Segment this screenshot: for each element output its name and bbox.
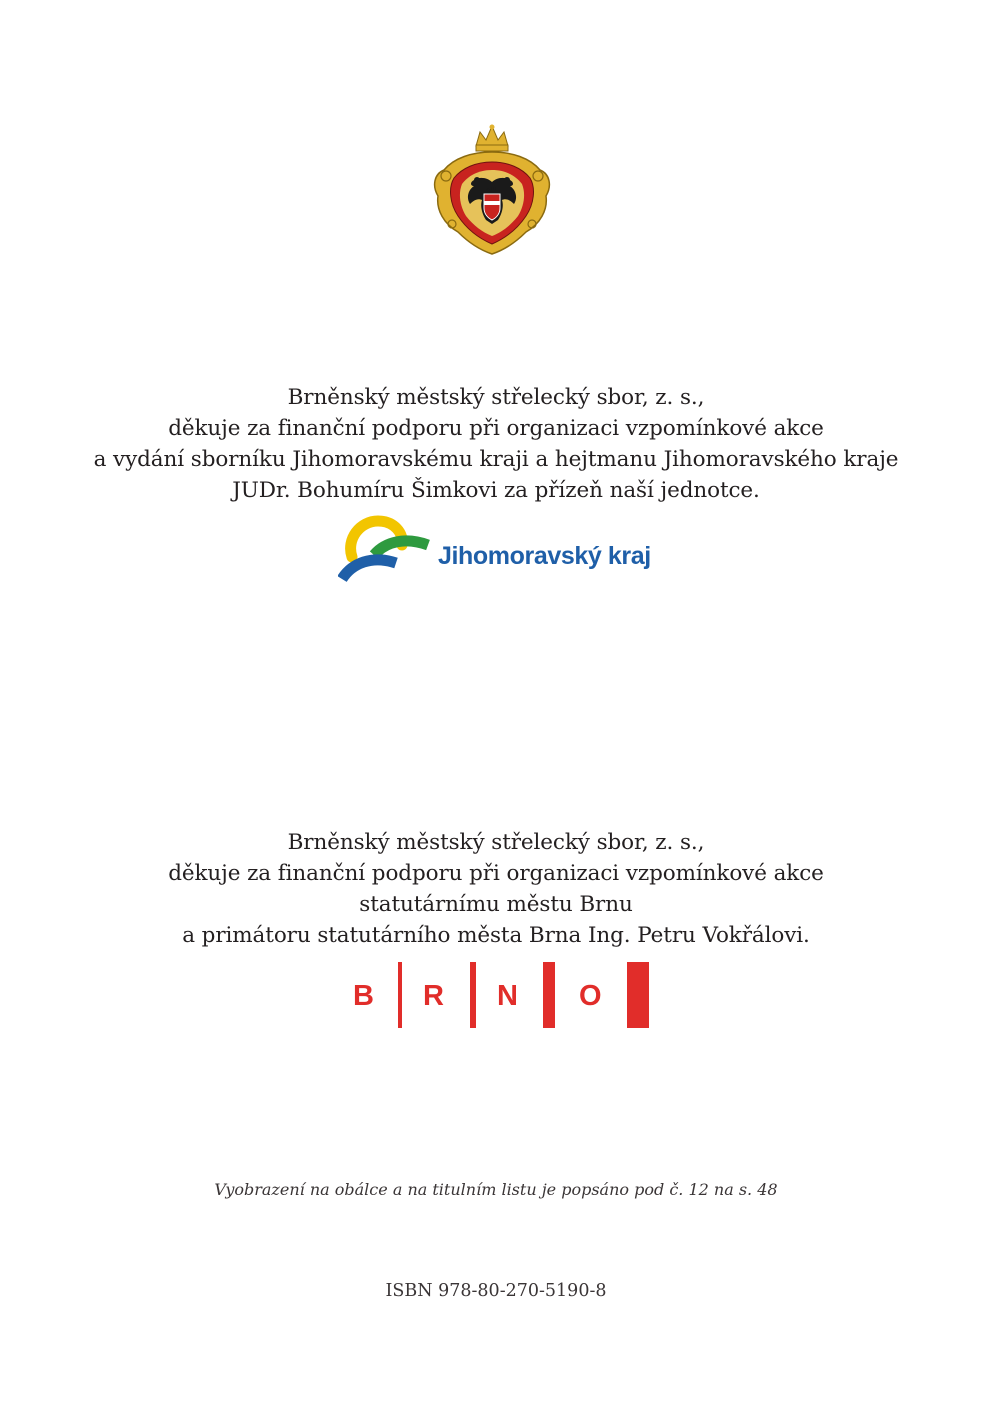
- acknowledgement-line: děkuje za finanční podporu při organizaci vzpomínkové akce: [168, 861, 824, 886]
- acknowledgement-region: [0, 382, 992, 506]
- acknowledgement-line: a primátoru statutárního města Brna Ing. Petru Vokřálovi.: [182, 923, 810, 948]
- acknowledgement-line: Brněnský městský střelecký sbor, z. s.,: [287, 385, 705, 410]
- coat-of-arms: [430, 124, 554, 256]
- brno-letter-r: R: [423, 980, 444, 1012]
- brno-letter-n: N: [497, 980, 518, 1012]
- emblem-monogram: F.III.: [486, 186, 498, 192]
- region-logo-text: Jihomoravský kraj: [438, 542, 651, 570]
- isbn: ISBN 978-80-270-5190-8: [385, 1281, 607, 1301]
- shooting-corps-coat-of-arms-icon: [430, 124, 554, 256]
- jihomoravsky-kraj-logo-icon: [338, 515, 438, 589]
- cover-caption: Vyobrazení na obálce a na titulním listu je popsáno pod č. 12 na s. 48: [214, 1180, 778, 1199]
- brno-letter-o: O: [579, 980, 602, 1012]
- acknowledgement-line: a vydání sborníku Jihomoravskému kraji a hejtmanu Jihomoravského kraje: [93, 447, 899, 472]
- brno-bar: [627, 962, 649, 1028]
- brno-bar: [470, 962, 476, 1028]
- acknowledgement-line: JUDr. Bohumíru Šimkovi za přízeň naší jednotce.: [232, 478, 760, 503]
- city-logo: [350, 962, 650, 1030]
- acknowledgement-city: [0, 827, 992, 951]
- brno-letter-b: B: [353, 980, 374, 1012]
- region-logo: [338, 515, 678, 589]
- brno-bar: [398, 962, 402, 1028]
- acknowledgement-line: děkuje za finanční podporu při organizaci vzpomínkové akce: [168, 416, 824, 441]
- acknowledgement-line: Brněnský městský střelecký sbor, z. s.,: [287, 830, 705, 855]
- brno-bar: [543, 962, 555, 1028]
- acknowledgement-line: statutárnímu městu Brnu: [359, 892, 633, 917]
